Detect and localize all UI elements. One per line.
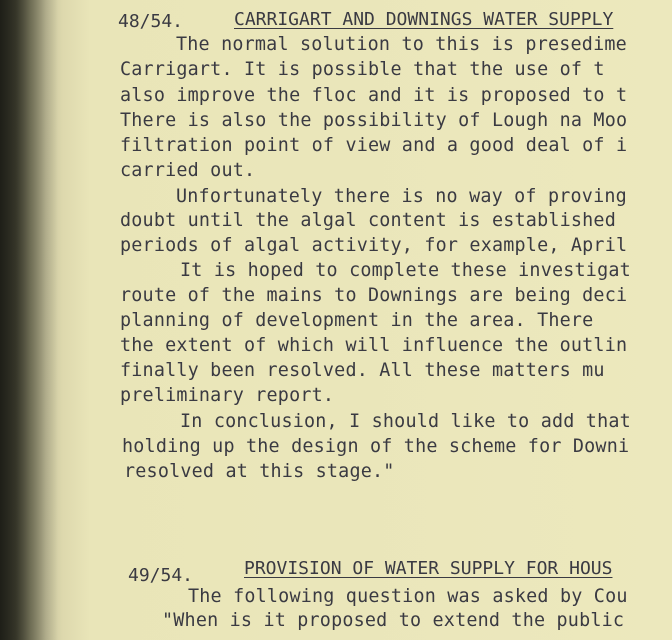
section-48-line-6: carried out. (120, 160, 256, 181)
binding-shadow (0, 0, 58, 640)
section-49-number: 49/54. (128, 565, 194, 586)
section-48-line-3: also improve the floc and it is proposed to t (120, 85, 628, 106)
section-48-line-2: Carrigart. It is possible that the use of t (120, 59, 605, 80)
section-48-line-18: resolved at this stage." (124, 461, 395, 482)
section-48-line-5: filtration point of view and a good deal of i (120, 135, 628, 156)
section-48-title: CARRIGART AND DOWNINGS WATER SUPPLY (234, 9, 614, 30)
section-48-line-16: In conclusion, I should like to add that (180, 411, 631, 432)
section-48-line-11: route of the mains to Downings are being deci (120, 285, 628, 306)
section-48-line-4: There is also the possibility of Lough na Moo (120, 110, 628, 131)
section-48-line-1: The normal solution to this is presedime (176, 34, 627, 55)
section-48-line-10: It is hoped to complete these investigat (180, 260, 631, 281)
section-48-line-14: finally been resolved. All these matters mu (120, 360, 605, 381)
section-48-number: 48/54. (118, 11, 184, 32)
section-48-line-13: the extent of which will influence the outlin (120, 335, 628, 356)
section-48-line-8: doubt until the algal content is established (120, 210, 616, 231)
section-48-line-9: periods of algal activity, for example, April (120, 235, 628, 256)
section-48-line-17: holding up the design of the scheme for Downi (122, 436, 630, 457)
section-48-line-7: Unfortunately there is no way of proving (176, 186, 627, 207)
section-48-line-12: planning of development in the area. There (120, 310, 594, 331)
section-48-line-15: preliminary report. (120, 385, 335, 406)
section-49-line-2: "When is it proposed to extend the public (162, 610, 625, 631)
section-49-title: PROVISION OF WATER SUPPLY FOR HOUS (244, 558, 613, 579)
section-49-line-1: The following question was asked by Cou (188, 586, 628, 607)
